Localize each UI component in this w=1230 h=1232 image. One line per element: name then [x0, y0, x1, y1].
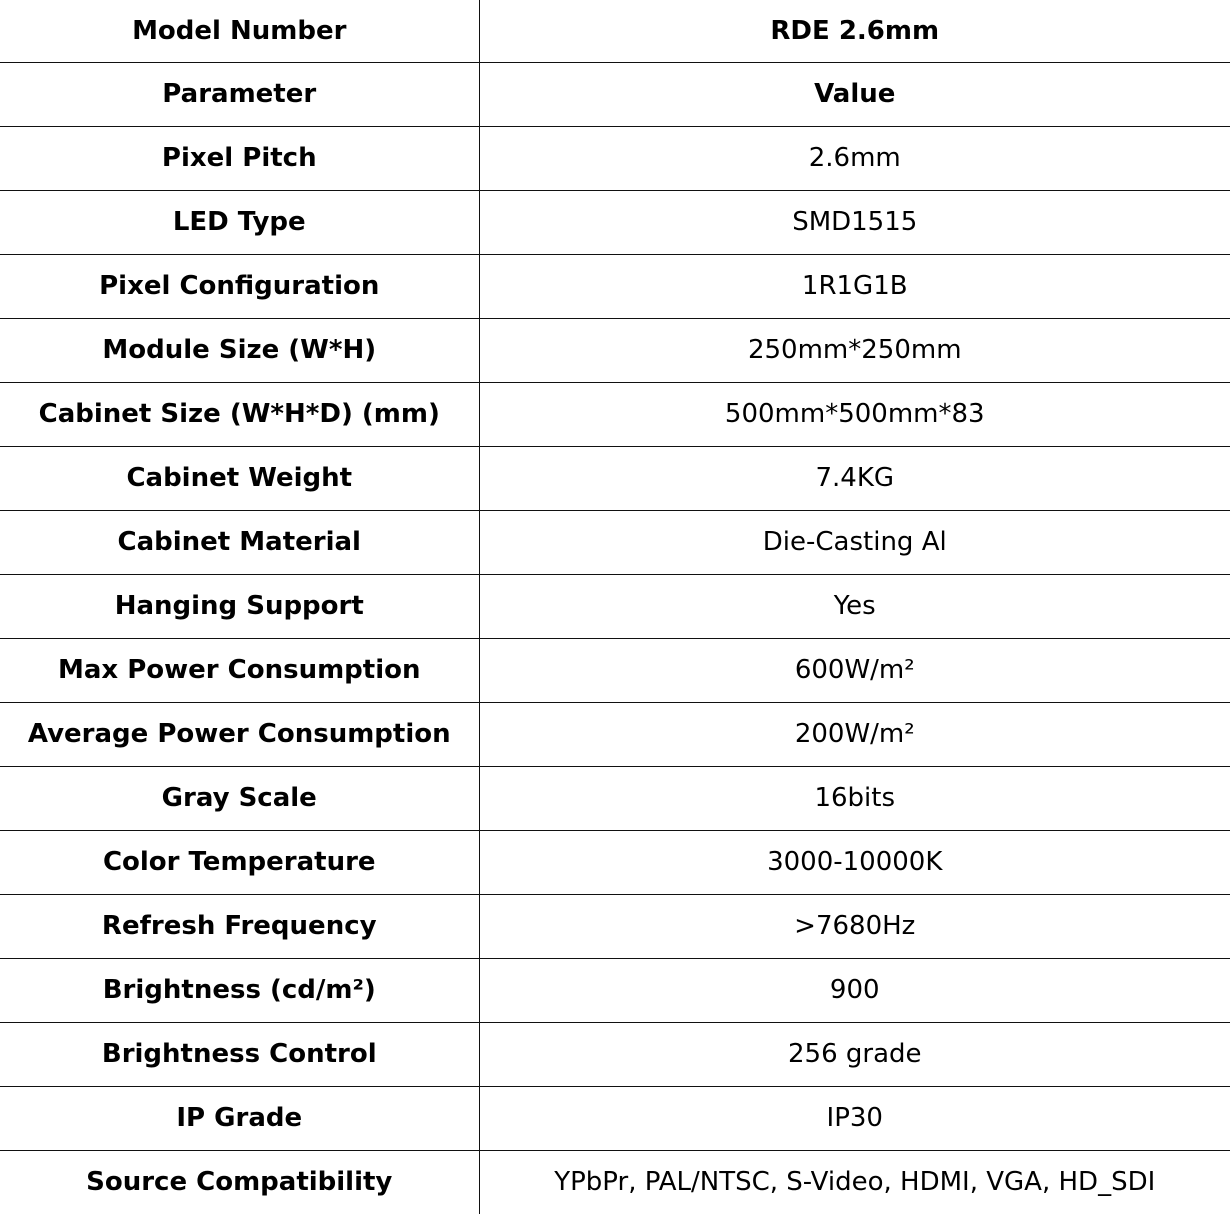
value-cell: >7680Hz [479, 894, 1230, 958]
table-row [0, 190, 1230, 254]
param-cell: Brightness (cd/m²) [0, 958, 479, 1022]
value-cell: RDE 2.6mm [479, 0, 1230, 62]
value-cell: 16bits [479, 766, 1230, 830]
value-cell: Value [479, 62, 1230, 126]
param-cell: Max Power Consumption [0, 638, 479, 702]
value-cell: YPbPr, PAL/NTSC, S-Video, HDMI, VGA, HD_SDI [554, 1167, 1156, 1198]
table-row [0, 830, 1230, 894]
value-cell: 200W/m² [479, 702, 1230, 766]
table-row [0, 254, 1230, 318]
value-cell: 900 [479, 958, 1230, 1022]
table-row [0, 702, 1230, 766]
param-cell: Pixel Pitch [0, 126, 479, 190]
table-row [0, 382, 1230, 446]
param-cell: Module Size (W*H) [0, 318, 479, 382]
table-row [0, 894, 1230, 958]
table-row [0, 126, 1230, 190]
value-cell: 250mm*250mm [479, 318, 1230, 382]
table-row [0, 766, 1230, 830]
param-cell: Cabinet Weight [0, 446, 479, 510]
table-row [0, 510, 1230, 574]
param-cell: Pixel Configuration [0, 254, 479, 318]
value-cell: Die-Casting Al [479, 510, 1230, 574]
table-row [0, 62, 1230, 126]
param-cell: Refresh Frequency [0, 894, 479, 958]
table-row [0, 1022, 1230, 1086]
value-cell: SMD1515 [479, 190, 1230, 254]
param-cell: Average Power Consumption [0, 702, 479, 766]
table-row [0, 446, 1230, 510]
table-row [0, 1086, 1230, 1150]
table-row [0, 1150, 1230, 1214]
table-row [0, 638, 1230, 702]
param-cell: Cabinet Material [0, 510, 479, 574]
param-cell: Parameter [0, 62, 479, 126]
value-cell: 7.4KG [479, 446, 1230, 510]
value-cell: Yes [479, 574, 1230, 638]
value-cell: 2.6mm [479, 126, 1230, 190]
value-cell: 500mm*500mm*83 [479, 382, 1230, 446]
table-row [0, 958, 1230, 1022]
table-row [0, 318, 1230, 382]
value-cell: 3000-10000K [479, 830, 1230, 894]
table-row [0, 574, 1230, 638]
param-cell: Gray Scale [0, 766, 479, 830]
param-cell: Hanging Support [0, 574, 479, 638]
value-cell: 256 grade [479, 1022, 1230, 1086]
param-cell: Color Temperature [0, 830, 479, 894]
param-cell: IP Grade [0, 1086, 479, 1150]
param-cell: LED Type [0, 190, 479, 254]
value-cell: 600W/m² [479, 638, 1230, 702]
param-cell: Brightness Control [0, 1022, 479, 1086]
param-cell: Source Compatibility [0, 1150, 479, 1214]
value-cell: 1R1G1B [479, 254, 1230, 318]
value-cell: IP30 [479, 1086, 1230, 1150]
param-cell: Model Number [0, 0, 479, 62]
param-cell: Cabinet Size (W*H*D) (mm) [0, 382, 479, 446]
table-row [0, 0, 1230, 62]
